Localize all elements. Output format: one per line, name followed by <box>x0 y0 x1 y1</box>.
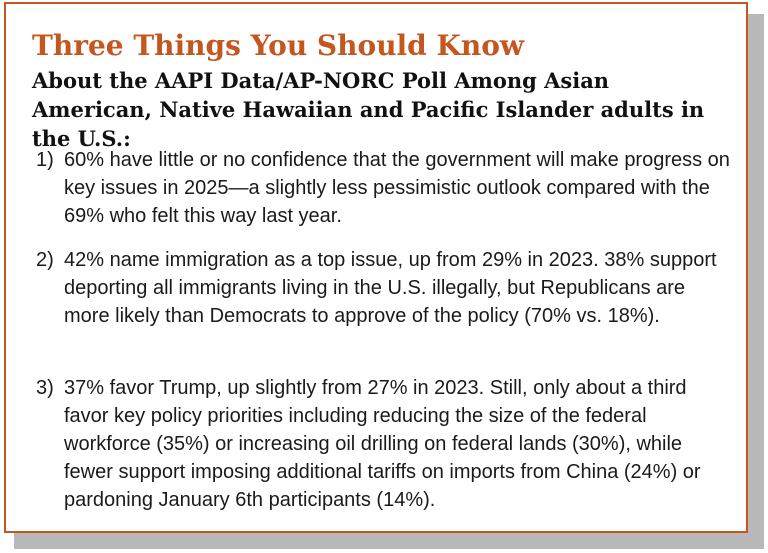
item-text: 37% favor Trump, up slightly from 27% in 2023. Still, only about a third favor key policy priorities including reducing the size of the federal workforce (35%) or increasing oil drilling on federal lands (30%), while fewer support imposing additional tariffs on imports from China (24%) or pardoning January 6th participants (14%). <box>64 377 701 511</box>
item-number: 1) <box>36 149 54 171</box>
list-item <box>36 146 736 230</box>
item-number: 3) <box>36 377 54 399</box>
item-number: 2) <box>36 249 54 271</box>
card-title: Three Things You Should Know <box>32 29 524 62</box>
list-item <box>36 246 736 330</box>
item-text: 42% name immigration as a top issue, up from 29% in 2023. 38% support deporting all immigrants living in the U.S. illegally, but Republicans are more likely than Democrats to approve of the policy (70% vs. 18%). <box>64 249 717 327</box>
card-subtitle: About the AAPI Data/AP-NORC Poll Among Asian American, Native Hawaiian and Pacific Islander adults in the U.S.: <box>32 68 705 151</box>
item-text: 60% have little or no confidence that the government will make progress on key issues in 2025—a slightly less pessimistic outlook compared with the 69% who felt this way last year. <box>64 149 730 227</box>
list-item <box>36 374 736 514</box>
